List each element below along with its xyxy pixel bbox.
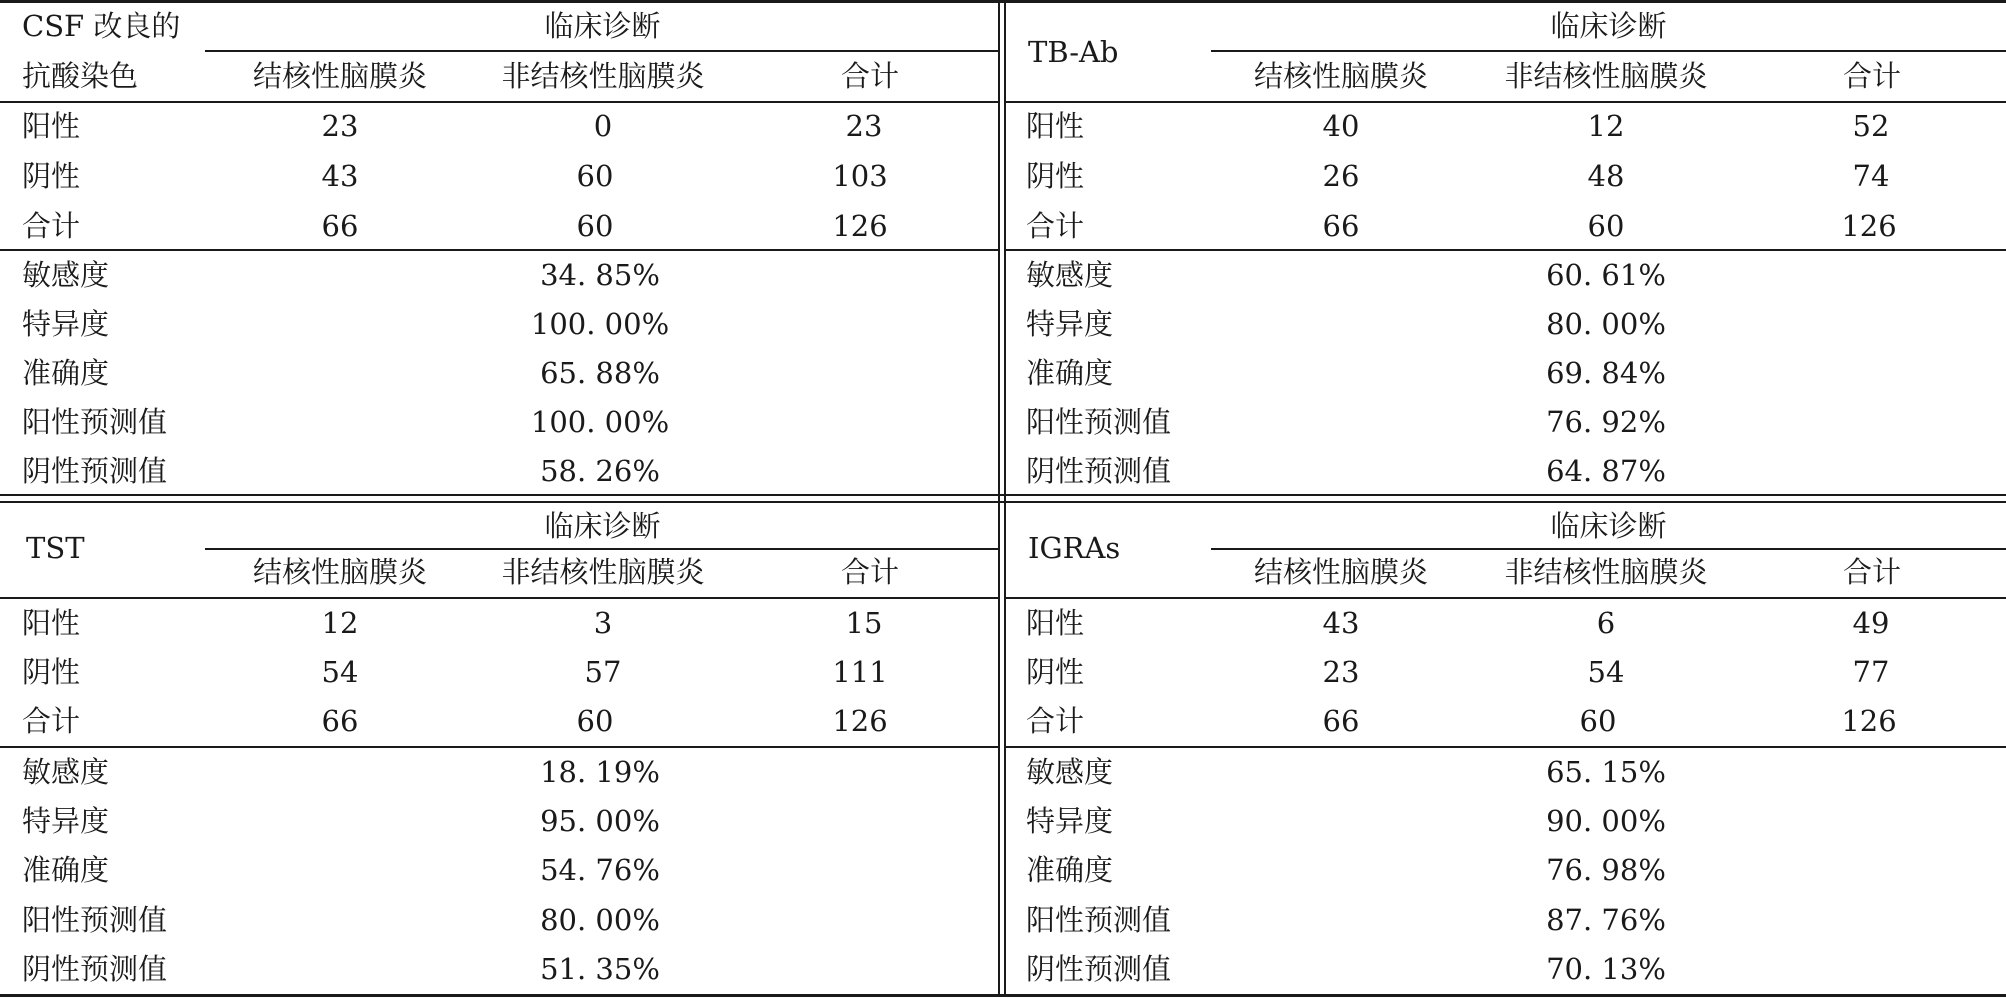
metric-value: 80. 00%: [540, 903, 660, 937]
col-header-nontb: 非结核性脑膜炎: [1504, 555, 1708, 589]
cell-value: 40: [1322, 109, 1360, 143]
metric-label: 特异度: [22, 307, 110, 341]
row-label: 阳性: [1026, 109, 1085, 143]
metric-value: 18. 19%: [540, 755, 660, 789]
metric-value: 87. 76%: [1546, 903, 1666, 937]
metric-value: 100. 00%: [530, 307, 670, 341]
cell-value: 15: [845, 606, 883, 640]
cell-value: 126: [832, 704, 888, 738]
test-label-line1: CSF 改良的: [22, 9, 181, 43]
row-label: 合计: [1026, 704, 1085, 738]
metric-value: 95. 00%: [540, 804, 660, 838]
cell-value: 66: [321, 209, 359, 243]
metric-label: 准确度: [1026, 356, 1114, 390]
cell-value: 126: [1841, 209, 1897, 243]
cell-value: 23: [1322, 655, 1360, 689]
cell-value: 111: [832, 655, 888, 689]
panel-csf: [0, 0, 1000, 497]
metric-label: 阳性预测值: [1026, 405, 1172, 439]
metric-label: 特异度: [1026, 804, 1114, 838]
panel-tst: [0, 501, 1000, 998]
row-label: 合计: [22, 704, 81, 738]
cell-value: 126: [1841, 704, 1897, 738]
cell-value: 43: [321, 159, 359, 193]
metric-value: 70. 13%: [1546, 952, 1666, 986]
cell-value: 49: [1852, 606, 1890, 640]
metric-label: 准确度: [22, 356, 110, 390]
cell-value: 12: [1587, 109, 1625, 143]
metric-label: 敏感度: [1026, 755, 1114, 789]
col-header-tb: 结核性脑膜炎: [1253, 555, 1428, 589]
header-group: 临床诊断: [1550, 509, 1667, 543]
cell-value: 3: [593, 606, 613, 640]
metric-value: 51. 35%: [540, 952, 660, 986]
cell-value: 6: [1596, 606, 1616, 640]
cell-value: 43: [1322, 606, 1360, 640]
cell-value: 60: [576, 159, 614, 193]
cell-value: 0: [593, 109, 613, 143]
metric-value: 65. 15%: [1546, 755, 1666, 789]
test-label: TST: [26, 531, 85, 565]
metric-label: 阴性预测值: [1026, 454, 1172, 488]
metric-label: 准确度: [22, 853, 110, 887]
metric-label: 阴性预测值: [1026, 952, 1172, 986]
cell-value: 52: [1852, 109, 1890, 143]
metric-label: 敏感度: [1026, 258, 1114, 292]
cell-value: 48: [1587, 159, 1625, 193]
cell-value: 54: [321, 655, 359, 689]
col-header-total: 合计: [1842, 555, 1901, 589]
header-group: 临床诊断: [544, 9, 661, 43]
cell-value: 60: [576, 704, 614, 738]
metric-value: 90. 00%: [1546, 804, 1666, 838]
metric-value: 34. 85%: [540, 258, 660, 292]
metric-label: 特异度: [1026, 307, 1114, 341]
metric-value: 65. 88%: [540, 356, 660, 390]
metric-label: 阴性预测值: [22, 952, 168, 986]
row-label: 阳性: [22, 109, 81, 143]
row-label: 合计: [22, 209, 81, 243]
col-header-tb: 结核性脑膜炎: [252, 555, 427, 589]
cell-value: 66: [1322, 704, 1360, 738]
cell-value: 26: [1322, 159, 1360, 193]
row-label: 阳性: [1026, 606, 1085, 640]
row-label: 阴性: [22, 655, 81, 689]
col-header-total: 合计: [840, 555, 899, 589]
cell-value: 126: [832, 209, 888, 243]
row-label: 阴性: [22, 159, 81, 193]
col-header-total: 合计: [1842, 59, 1901, 93]
col-header-total: 合计: [840, 59, 899, 93]
metric-value: 64. 87%: [1546, 454, 1666, 488]
metric-label: 阳性预测值: [22, 405, 168, 439]
metric-value: 100. 00%: [530, 405, 670, 439]
metric-value: 80. 00%: [1546, 307, 1666, 341]
cell-value: 74: [1852, 159, 1890, 193]
metric-label: 特异度: [22, 804, 110, 838]
test-label-line2: 抗酸染色: [22, 59, 139, 93]
col-header-tb: 结核性脑膜炎: [252, 59, 427, 93]
metric-label: 准确度: [1026, 853, 1114, 887]
metric-value: 54. 76%: [540, 853, 660, 887]
cell-value: 23: [845, 109, 883, 143]
cell-value: 60: [1587, 209, 1625, 243]
panel-tb-ab: [1006, 0, 2006, 497]
col-header-nontb: 非结核性脑膜炎: [1504, 59, 1708, 93]
col-header-nontb: 非结核性脑膜炎: [501, 59, 705, 93]
cell-value: 12: [321, 606, 359, 640]
cell-value: 77: [1852, 655, 1890, 689]
metric-value: 69. 84%: [1546, 356, 1666, 390]
test-label: IGRAs: [1028, 531, 1121, 565]
cell-value: 66: [321, 704, 359, 738]
metric-value: 76. 98%: [1546, 853, 1666, 887]
row-label: 阴性: [1026, 655, 1085, 689]
panel-igras: [1006, 501, 2006, 998]
metric-label: 阳性预测值: [22, 903, 168, 937]
row-label: 合计: [1026, 209, 1085, 243]
header-group: 临床诊断: [544, 509, 661, 543]
test-label: TB-Ab: [1028, 35, 1119, 69]
metric-label: 阴性预测值: [22, 454, 168, 488]
metric-label: 敏感度: [22, 755, 110, 789]
row-label: 阴性: [1026, 159, 1085, 193]
metric-value: 76. 92%: [1546, 405, 1666, 439]
cell-value: 60: [576, 209, 614, 243]
col-header-nontb: 非结核性脑膜炎: [501, 555, 705, 589]
header-group: 临床诊断: [1550, 9, 1667, 43]
cell-value: 23: [321, 109, 359, 143]
cell-value: 103: [832, 159, 888, 193]
cell-value: 57: [584, 655, 622, 689]
metric-value: 60. 61%: [1546, 258, 1666, 292]
cell-value: 66: [1322, 209, 1360, 243]
metric-label: 敏感度: [22, 258, 110, 292]
row-label: 阳性: [22, 606, 81, 640]
cell-value: 60: [1579, 704, 1617, 738]
metric-label: 阳性预测值: [1026, 903, 1172, 937]
metric-value: 58. 26%: [540, 454, 660, 488]
cell-value: 54: [1587, 655, 1625, 689]
col-header-tb: 结核性脑膜炎: [1253, 59, 1428, 93]
